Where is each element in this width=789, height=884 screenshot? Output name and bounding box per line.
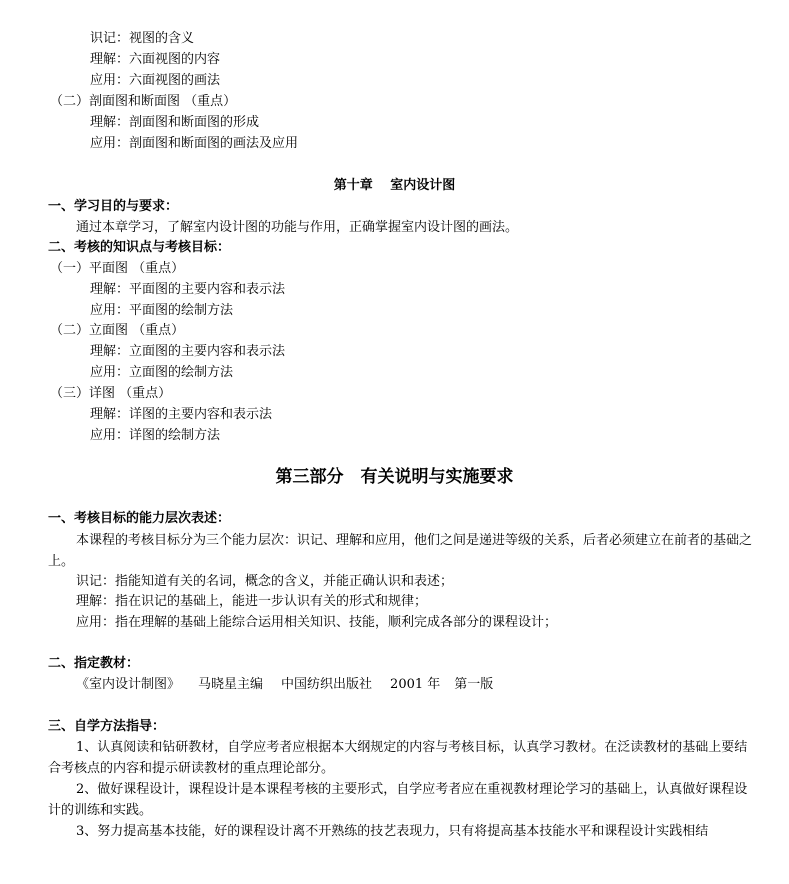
- definition-line: 应用：指在理解的基础上能综合运用相关知识、技能，顺利完成各部分的课程设计；: [76, 615, 558, 630]
- paragraph: 2、做好课程设计，课程设计是本课程考核的主要形式，自学应考者应在重视教材理论学习的基础上，认真做好课程设计的训练和实践。: [48, 782, 748, 818]
- objective-line: 理解：详图的主要内容和表示法: [90, 407, 273, 422]
- subsection-heading: （三）详图 （重点）: [50, 386, 172, 401]
- paragraph: 1、认真阅读和钻研教材，自学应考者应根据本大纲规定的内容与考核目标，认真学习教材。在泛读教材的基础上要结合考核点的内容和提示研读教材的重点理论部分。: [48, 740, 748, 776]
- section-heading: 一、考核目标的能力层次表述：: [48, 511, 231, 526]
- objective-line: 识记：视图的含义: [90, 31, 195, 46]
- section-heading: 一、学习目的与要求：: [48, 199, 179, 214]
- objective-line: 应用：六面视图的画法: [90, 73, 221, 88]
- textbook-info: [76, 677, 493, 693]
- definition-line: 理解：指在识记的基础上，能进一步认识有关的形式和规律；: [76, 594, 428, 609]
- textbook-edition: 第一版: [454, 677, 494, 692]
- objective-line: 理解：平面图的主要内容和表示法: [90, 282, 286, 297]
- definition-line: 识记：指能知道有关的名词，概念的含义，并能正确认识和表述；: [76, 574, 454, 589]
- objective-line: 应用：平面图的绘制方法: [90, 303, 234, 318]
- chapter-title: 第十章 室内设计图: [333, 178, 456, 193]
- objective-line: 理解：剖面图和断面图的形成: [90, 115, 260, 130]
- objective-line: 应用：剖面图和断面图的画法及应用: [90, 136, 299, 151]
- textbook-author: 马晓星主编: [198, 677, 264, 692]
- textbook-publisher: 中国纺织出版社: [281, 677, 373, 692]
- part-title: 第三部分 有关说明与实施要求: [275, 467, 514, 487]
- objective-line: 理解：六面视图的内容: [90, 52, 221, 67]
- subsection-heading: （二）剖面图和断面图 （重点）: [50, 94, 237, 109]
- objective-line: 应用：详图的绘制方法: [90, 428, 221, 443]
- paragraph: 本课程的考核目标分为三个能力层次：识记、理解和应用，他们之间是递进等级的关系，后者必须建立在前者的基础之上。: [48, 533, 753, 569]
- objective-line: 应用：立面图的绘制方法: [90, 365, 234, 380]
- section-heading: 二、考核的知识点与考核目标：: [48, 240, 231, 255]
- section-heading: 二、指定教材：: [48, 656, 140, 671]
- section-heading: 三、自学方法指导：: [48, 719, 166, 734]
- subsection-heading: （二）立面图 （重点）: [50, 323, 185, 338]
- intro-text: 通过本章学习，了解室内设计图的功能与作用，正确掌握室内设计图的画法。: [76, 220, 519, 235]
- textbook-title: 《室内设计制图》: [76, 677, 181, 692]
- objective-line: 理解：立面图的主要内容和表示法: [90, 344, 286, 359]
- subsection-heading: （一）平面图 （重点）: [50, 261, 185, 276]
- textbook-year: 2001 年: [390, 677, 441, 692]
- paragraph: 3、努力提高基本技能，好的课程设计离不开熟练的技艺表现力，只有将提高基本技能水平和课程设计实践相结: [76, 824, 709, 839]
